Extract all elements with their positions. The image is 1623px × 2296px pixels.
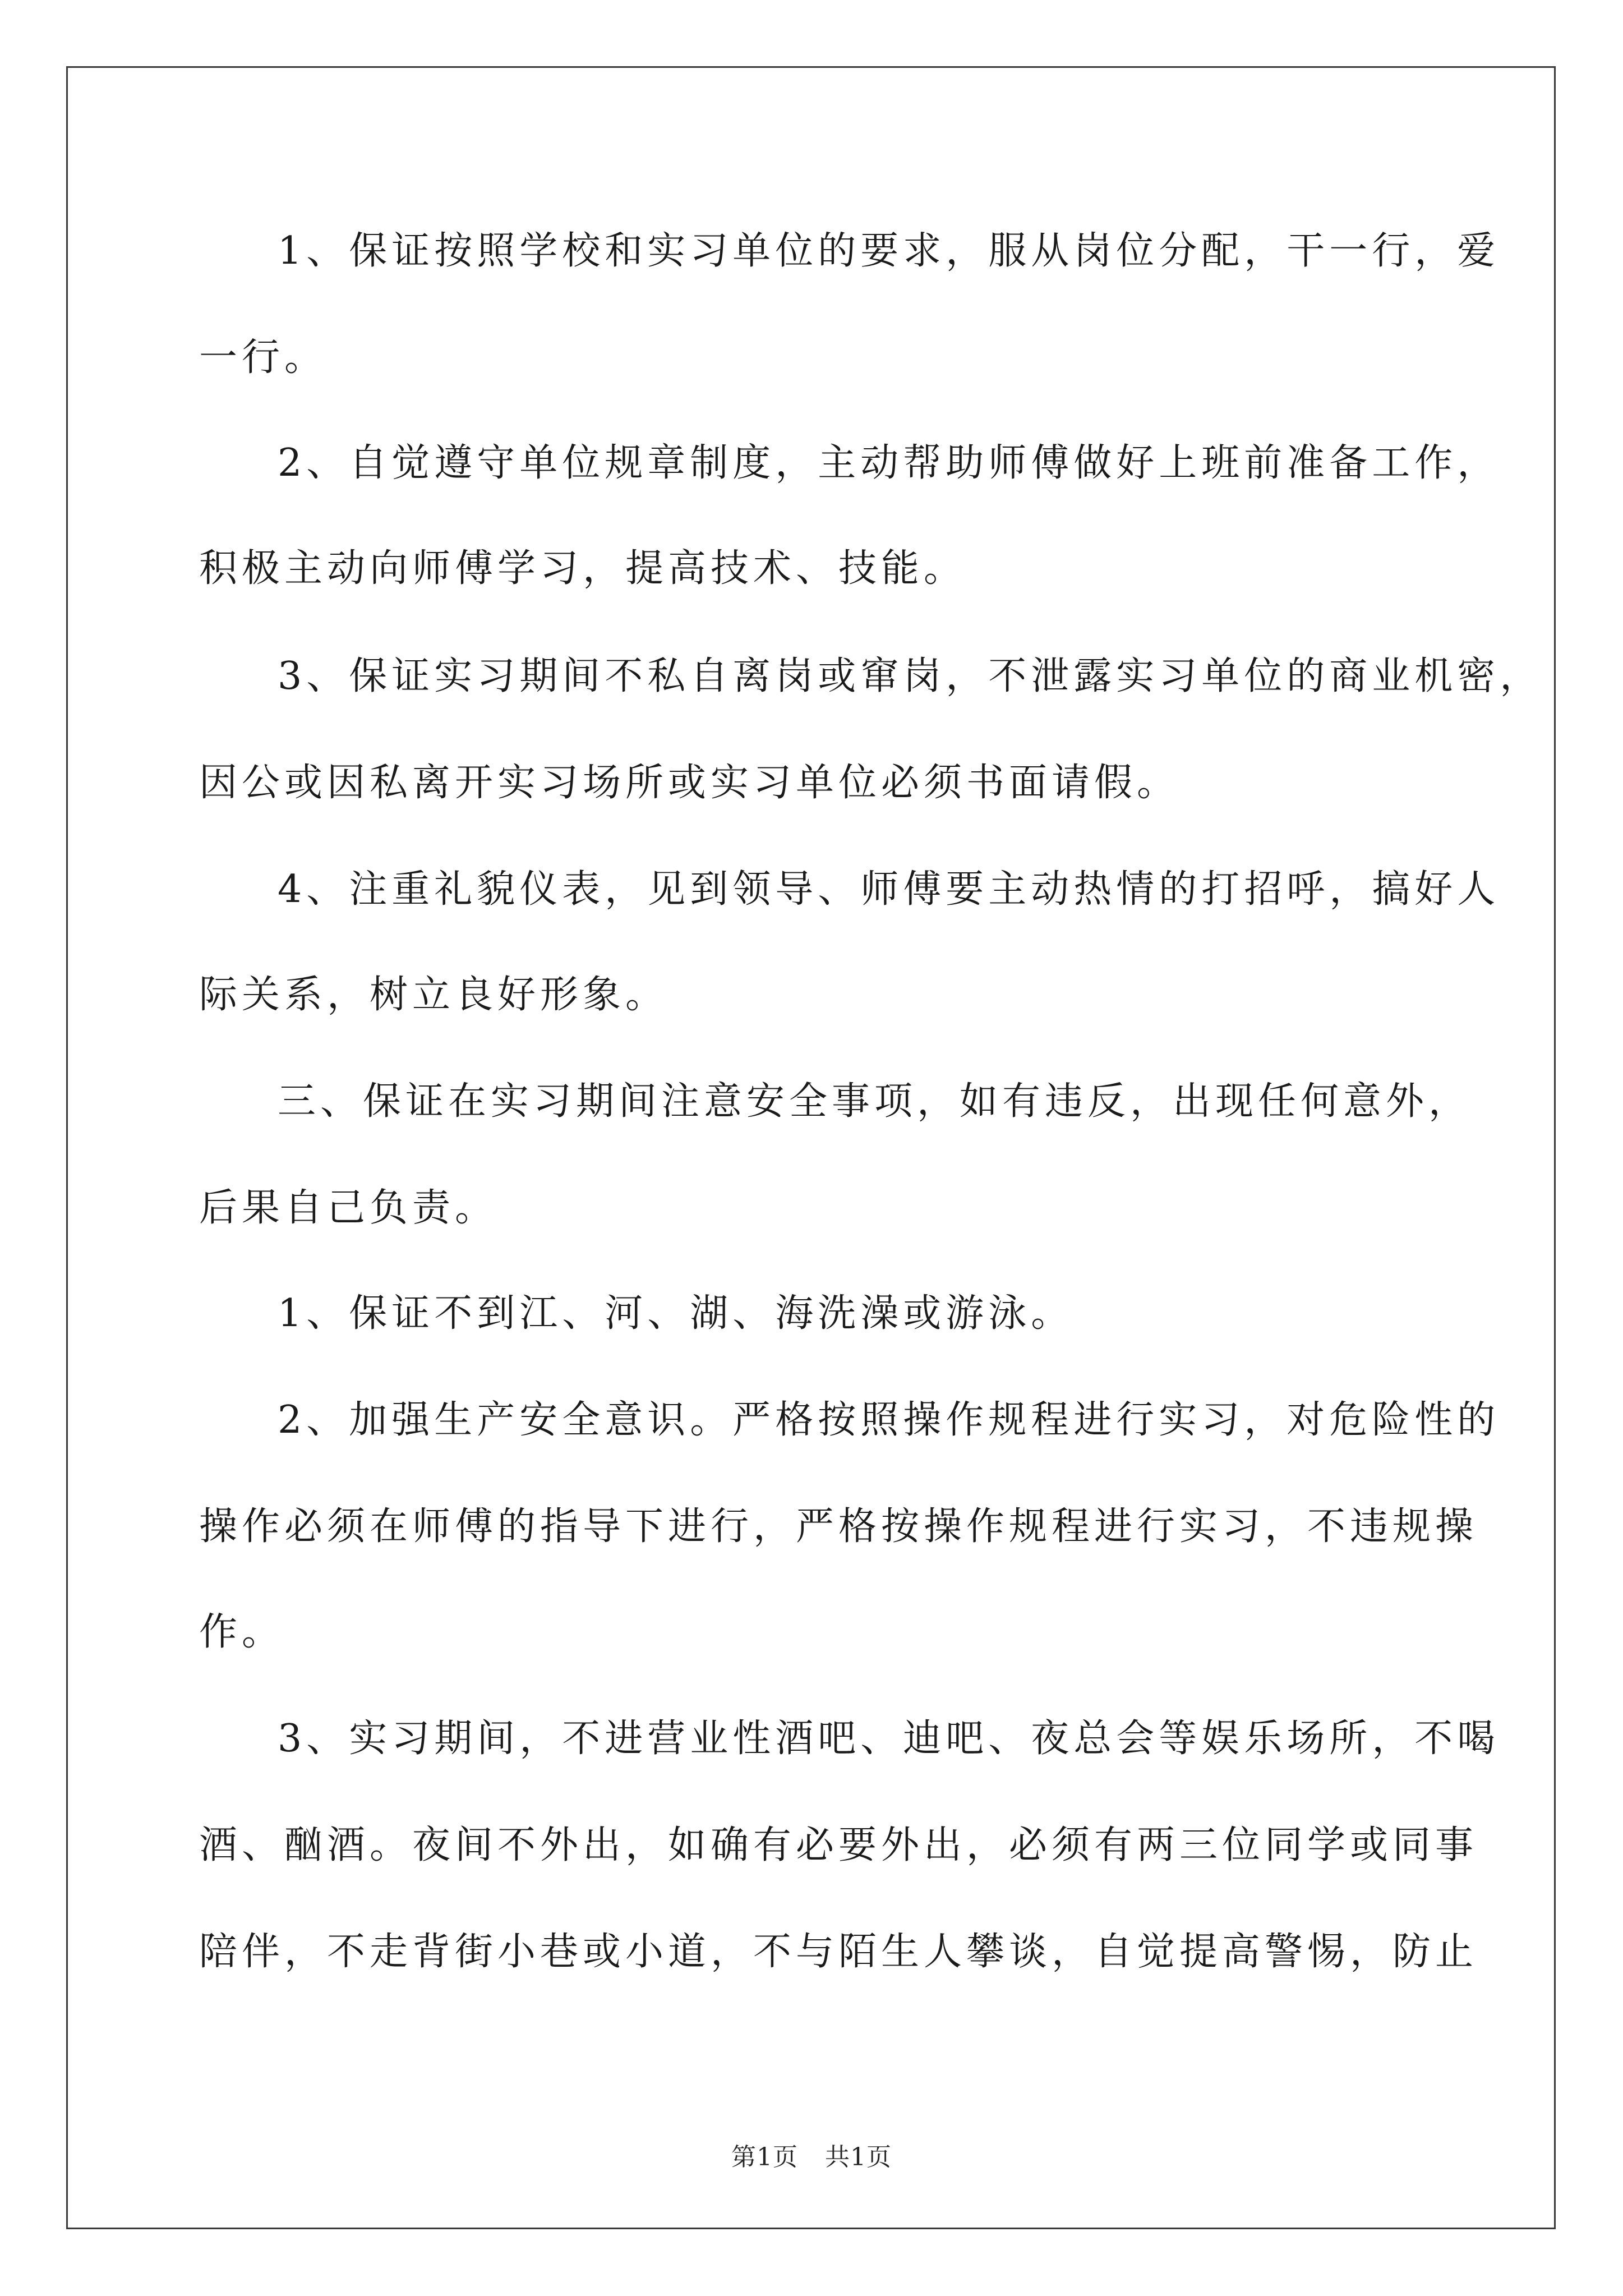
paragraph-2-line-1: 2、自觉遵守单位规章制度，主动帮助师傅做好上班前准备工作，	[278, 441, 1500, 485]
paragraph-1-line-1: 1、保证按照学校和实习单位的要求，服从岗位分配，干一行，爱	[278, 229, 1500, 273]
paragraph-4-line-2: 际关系，树立良好形象。	[199, 973, 668, 1017]
page-number: 第1页	[731, 2143, 798, 2171]
page-total: 共1页	[825, 2143, 892, 2171]
paragraph-6-line-3: 作。	[199, 1610, 285, 1654]
paragraph-7-line-1: 3、实习期间，不进营业性酒吧、迪吧、夜总会等娱乐场所，不喝	[278, 1717, 1500, 1761]
section-3-heading-line-1: 三、保证在实习期间注意安全事项，如有违反，出现任何意外，	[278, 1079, 1472, 1124]
paragraph-5-line-1: 1、保证不到江、河、湖、海洗澡或游泳。	[278, 1291, 1074, 1336]
paragraph-4-line-1: 4、注重礼貌仪表，见到领导、师傅要主动热情的打招呼，搞好人	[278, 867, 1500, 912]
paragraph-7-line-3: 陪伴，不走背街小巷或小道，不与陌生人攀谈，自觉提高警惕，防止	[199, 1930, 1478, 1974]
section-3-heading-line-2: 后果自己负责。	[199, 1186, 498, 1230]
paragraph-2-line-2: 积极主动向师傅学习，提高技术、技能。	[199, 546, 967, 591]
paragraph-3-line-1: 3、保证实习期间不私自离岗或窜岗，不泄露实习单位的商业机密，	[278, 654, 1543, 698]
paragraph-7-line-2: 酒、酗酒。夜间不外出，如确有必要外出，必须有两三位同学或同事	[199, 1823, 1478, 1867]
paragraph-6-line-1: 2、加强生产安全意识。严格按照操作规程进行实习，对危险性的	[278, 1398, 1500, 1442]
paragraph-6-line-2: 操作必须在师傅的指导下进行，严格按操作规程进行实习，不违规操	[199, 1504, 1478, 1549]
paragraph-3-line-2: 因公或因私离开实习场所或实习单位必须书面请假。	[199, 761, 1180, 805]
page-footer	[0, 2142, 1623, 2173]
paragraph-1-line-2: 一行。	[199, 335, 328, 380]
page-border	[66, 66, 1556, 2229]
